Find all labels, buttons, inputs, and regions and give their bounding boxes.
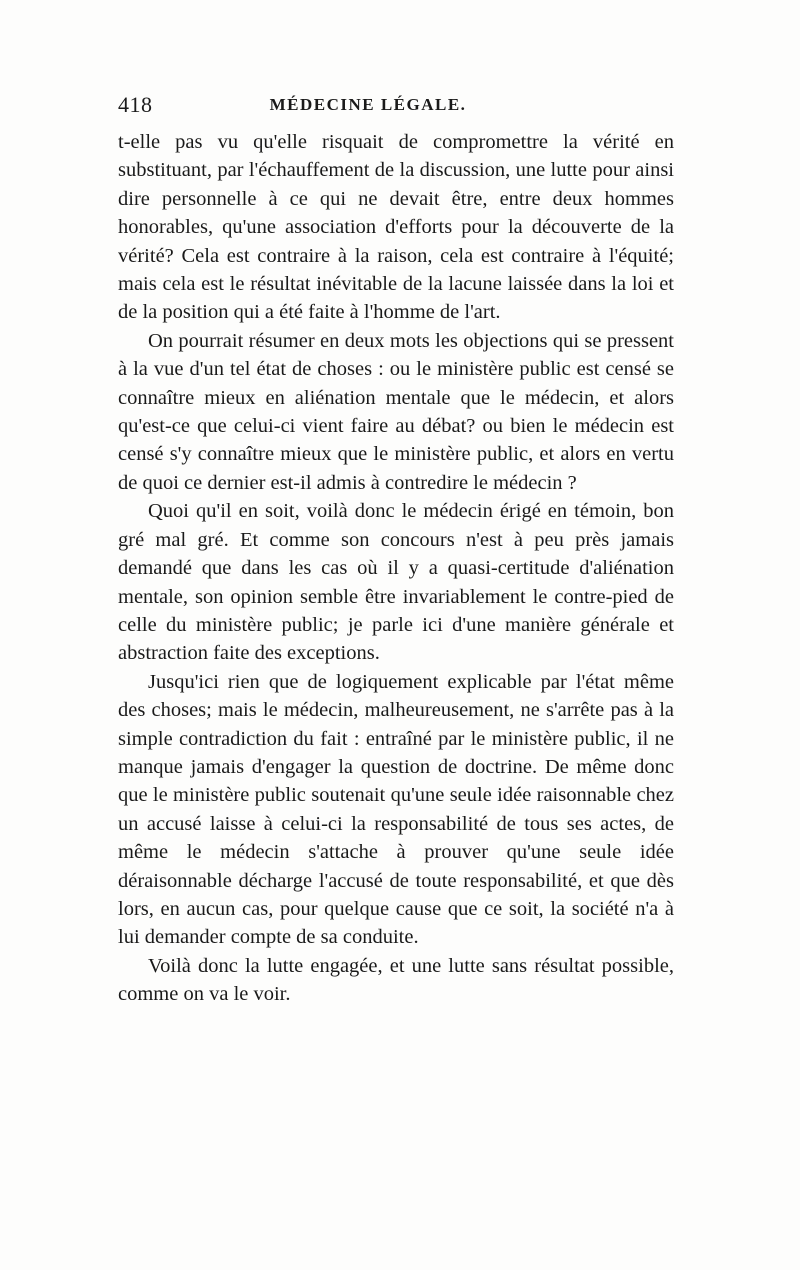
body-text bbox=[118, 128, 674, 1009]
page-number: 418 bbox=[118, 92, 153, 117]
paragraph-continuation: t-elle pas vu qu'elle risquait de compromettre la vérité en substituant, par l'échauffement de la discussion, une lutte pour ainsi dire personnelle à ce qui ne devait être, entre deux hommes honorables, qu'une association d'efforts pour la découverte de la vérité? Cela est contraire à la raison, cela est contraire à l'équité; mais cela est le résultat inévitable de la lacune laissée dans la loi et de la position qui a été faite à l'homme de l'art. bbox=[118, 131, 674, 324]
paragraph: Quoi qu'il en soit, voilà donc le médecin érigé en témoin, bon gré mal gré. Et comme son concours n'est à peu près jamais demandé que dans les cas où il y a quasi-certitude d'aliénation mentale, son opinion semble être invariablement le contre-pied de celle du ministère public; je parle ici d'une manière générale et abstraction faite des exceptions. bbox=[118, 500, 674, 665]
paragraph: Voilà donc la lutte engagée, et une lutte sans résultat possible, comme on va le voir. bbox=[118, 954, 674, 1006]
paragraph: Jusqu'ici rien que de logiquement explicable par l'état même des choses; mais le médecin, malheureusement, ne s'arrête pas à la simple contradiction du fait : entraîné par le ministère public, il ne manque jamais d'engager la question de doctrine. De même donc que le ministère public soutenait qu'une seule idée raisonnable chez un accusé laisse à celui-ci la responsabilité de tous ses actes, de même le médecin s'attache à prouver qu'une seule idée déraisonnable décharge l'accusé de toute responsabilité, et que dès lors, en aucun cas, pour quelque cause que ce soit, la société n'a à lui demander compte de sa conduite. bbox=[118, 670, 674, 949]
paragraph: On pourrait résumer en deux mots les objections qui se pressent à la vue d'un tel état de choses : ou le ministère public est censé se connaître mieux en aliénation mentale que le médecin, et alors qu'est-ce que celui-ci vient faire au débat? ou bien le médecin est censé s'y connaître mieux que le ministère public, et alors en vertu de quoi ce dernier est-il admis à contredire le médecin ? bbox=[118, 329, 674, 494]
running-title: MÉDECINE LÉGALE. bbox=[269, 95, 467, 114]
running-head bbox=[118, 92, 678, 122]
